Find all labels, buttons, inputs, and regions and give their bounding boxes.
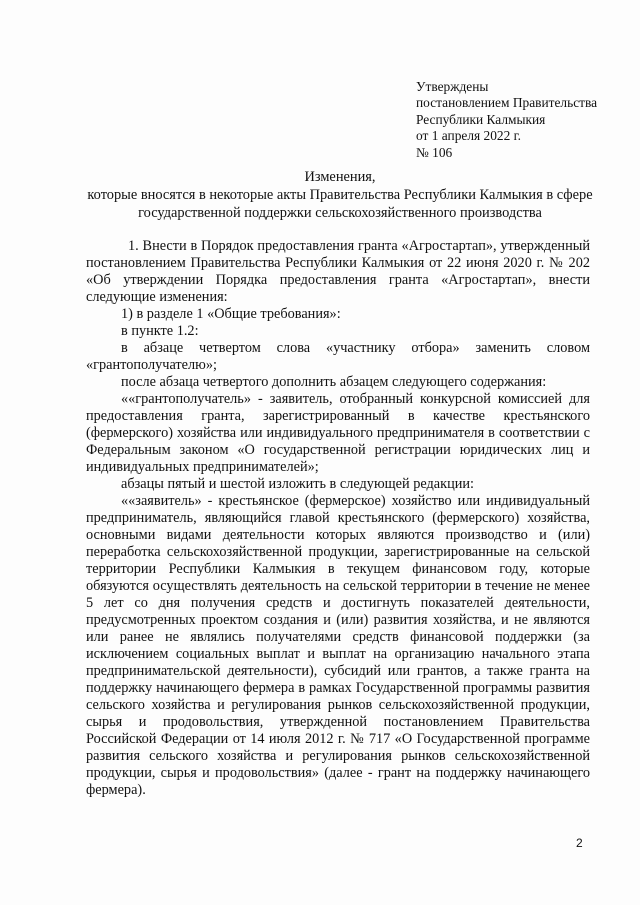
document-title [60,169,620,222]
paragraph: ««грантополучатель» - заявитель, отобранный конкурсной комиссией для предоставления гранта, зарегистрированный в качестве крестьянского (фермерского) хозяйства или индивидуального предпринимателя в соответствии с Федеральным законом «О государственной регистрации юридических лиц и индивидуальных предпринимателей»; [86,391,590,475]
title-heading: Изменения, [304,169,376,185]
paragraph: в пункте 1.2: [121,323,199,339]
approval-line: Республики Калмыкия [416,111,546,127]
paragraph: 1. Внести в Порядок предоставления гранта «Агростартап», утвержденный постановлением Правительства Республики Калмыкия от 22 июня 2020 г. № 202 «Об утверждении Порядка предоставления гранта «Агростартап», внести следующие изменения: [86,238,590,305]
paragraph: после абзаца четвертого дополнить абзацем следующего содержания: [121,374,547,390]
approval-line: № 106 [416,144,453,160]
paragraph: ««заявитель» - крестьянское (фермерское) хозяйство или индивидуальный предприниматель, являющийся главой крестьянского (фермерского) хозяйства, основными видами деятельности которых являются производство и (или) переработка сельскохозяйственной продукции, зарегистрированные на сельской территории Республики Калмыкия в текущем финансовом году, которые обязуются осуществлять деятельность на сельской территории в течение не менее 5 лет со дня получения средств и достигнуть показателей деятельности, предусмотренных проектом создания и (или) развития хозяйства, и не являются или ранее не являлись получателями средств финансовой поддержки (за исключением социальных выплат и выплат на организацию начального этапа предпринимательской деятельности), субсидий или грантов, а также гранта на поддержку начинающего фермера в рамках Государственной программы развития сельского хозяйства и регулирования рынков сельскохозяйственной продукции, сырья и продовольствия, утвержденной постановлением Правительства Российской Федерации от 14 июля 2012 г. № 717 «О Государственной программе развития сельского хозяйства и регулирования рынков сельскохозяйственной продукции, сырья и продовольствия» (далее - грант на поддержку начинающего фермера). [86,493,590,798]
approval-stamp [416,79,597,161]
approval-line: постановлением Правительства [416,95,598,111]
page-number: 2 [576,836,583,850]
document-body [86,238,590,799]
approval-line: Утверждены [416,79,489,94]
title-subheading: которые вносятся в некоторые акты Правительства Республики Калмыкия в сфере государственной поддержки сельскохозяйственного производства [87,187,593,221]
paragraph: 1) в разделе 1 «Общие требования»: [121,306,341,322]
approval-line: от 1 апреля 2022 г. [416,128,521,144]
paragraph: абзацы пятый и шестой изложить в следующей редакции: [121,476,475,492]
paragraph: в абзаце четвертом слова «участнику отбора» заменить словом «грантополучателю»; [86,340,590,373]
